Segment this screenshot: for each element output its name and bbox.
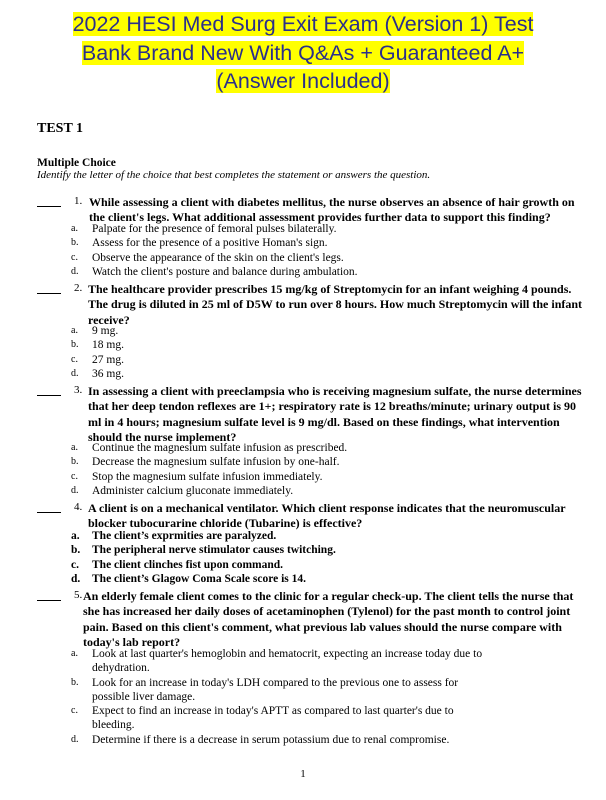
option-b bbox=[71, 543, 541, 557]
option-a bbox=[71, 529, 541, 543]
option-letter: d. bbox=[71, 733, 79, 745]
question-1-options bbox=[71, 222, 541, 279]
answer-blank[interactable] bbox=[37, 501, 61, 513]
option-c bbox=[71, 353, 541, 367]
answer-blank[interactable] bbox=[37, 282, 61, 294]
option-d bbox=[71, 265, 541, 279]
section-instructions: Identify the letter of the choice that best completes the statement or answers the question. bbox=[37, 169, 431, 181]
option-letter: a. bbox=[71, 325, 78, 336]
question-3-options bbox=[71, 441, 541, 498]
option-c bbox=[71, 251, 541, 265]
option-c bbox=[71, 470, 541, 484]
option-text: Observe the appearance of the skin on the client's legs. bbox=[92, 251, 344, 264]
option-text: Stop the magnesium sulfate infusion immediately. bbox=[92, 470, 323, 483]
option-letter: b. bbox=[71, 676, 79, 688]
option-b bbox=[71, 676, 491, 705]
option-letter: c. bbox=[71, 353, 78, 365]
option-b bbox=[71, 455, 541, 469]
option-letter: d. bbox=[71, 367, 79, 379]
question-stem: While assessing a client with diabetes mellitus, the nurse observes an absence of hair growth on the client's legs. What additional assessment provides further data to support this finding? bbox=[89, 195, 575, 225]
question-number: 3. bbox=[74, 384, 83, 396]
option-letter: b. bbox=[71, 544, 81, 557]
option-letter: a. bbox=[71, 442, 78, 453]
title-line-2: Bank Brand New With Q&As + Guaranteed A+ bbox=[81, 40, 525, 65]
question-stem: An elderly female client comes to the clinic for a regular check-up. The client tells the nurse that she has increased her daily doses of acetaminophen (Tylenol) for the past month to control joint pain. Based on this client's comment, what previous lab values should the nurse compare with today's lab report? bbox=[83, 589, 574, 649]
option-text: 36 mg. bbox=[92, 367, 124, 380]
title-line-1: 2022 HESI Med Surg Exit Exam (Version 1) Test bbox=[72, 12, 534, 36]
question-stem: In assessing a client with preeclampsia who is receiving magnesium sulfate, the nurse determines that her deep tendon reflexes are 1+; respiratory rate is 12 breaths/minute; urinary output is 90 ml in 4 hours; magnesium sulfate level is 9 mg/dl. Based on these findings, what intervention should the nurse implement? bbox=[88, 384, 582, 444]
option-letter: b. bbox=[71, 237, 79, 249]
question-stem: The healthcare provider prescribes 15 mg/kg of Streptomycin for an infant weighing 4 pounds. The drug is diluted in 25 ml of D5W to run over 8 hours. How much Streptomycin will the infant receive? bbox=[88, 282, 583, 327]
section-heading: Multiple Choice bbox=[37, 157, 116, 169]
option-letter: a. bbox=[71, 648, 78, 659]
option-a bbox=[71, 647, 491, 676]
page-number: 1 bbox=[300, 768, 306, 780]
option-letter: c. bbox=[71, 251, 78, 263]
document-title bbox=[0, 10, 606, 96]
question-number: 2. bbox=[74, 282, 83, 294]
option-text: The client clinches fist upon command. bbox=[92, 558, 284, 571]
option-text: The client’s Glagow Coma Scale score is 14. bbox=[92, 572, 307, 585]
question-number: 4. bbox=[74, 501, 83, 513]
option-d bbox=[71, 572, 541, 586]
option-letter: b. bbox=[71, 456, 79, 468]
option-c bbox=[71, 704, 491, 733]
option-d bbox=[71, 733, 606, 747]
option-d bbox=[71, 367, 541, 381]
question-2-options bbox=[71, 324, 541, 381]
option-letter: d. bbox=[71, 572, 81, 585]
option-text: Palpate for the presence of femoral pulses bilaterally. bbox=[92, 223, 337, 235]
option-letter: a. bbox=[71, 223, 78, 234]
question-number: 5. bbox=[74, 589, 83, 601]
option-b bbox=[71, 236, 541, 250]
option-text: Continue the magnesium sulfate infusion as prescribed. bbox=[92, 442, 348, 454]
option-a bbox=[71, 324, 541, 338]
option-b bbox=[71, 338, 541, 352]
option-text: 9 mg. bbox=[92, 325, 119, 337]
option-a bbox=[71, 441, 541, 455]
option-text: Look for an increase in today's LDH compared to the previous one to assess for possible liver damage. bbox=[92, 676, 459, 703]
option-a bbox=[71, 222, 541, 236]
option-text: Determine if there is a decrease in serum potassium due to renal compromise. bbox=[92, 733, 450, 746]
option-text: Decrease the magnesium sulfate infusion by one-half. bbox=[92, 456, 340, 469]
option-text: The peripheral nerve stimulator causes twitching. bbox=[92, 544, 336, 557]
option-text: Assess for the presence of a positive Homan's sign. bbox=[92, 237, 328, 250]
option-letter: d. bbox=[71, 265, 79, 277]
option-d bbox=[71, 484, 541, 498]
option-letter: b. bbox=[71, 339, 79, 351]
answer-blank[interactable] bbox=[37, 195, 61, 207]
option-letter: c. bbox=[71, 470, 78, 482]
question-stem: A client is on a mechanical ventilator. Which client response indicates that the neuromuscular blocker tubocurarine chloride (Tubarine) is effective? bbox=[88, 501, 566, 531]
answer-blank[interactable] bbox=[37, 589, 61, 601]
option-text: Expect to find an increase in today's APTT as compared to last quarter's due to bleeding. bbox=[92, 705, 454, 732]
option-text: 18 mg. bbox=[92, 339, 124, 352]
test-heading: TEST 1 bbox=[37, 121, 84, 136]
option-text: 27 mg. bbox=[92, 353, 124, 366]
answer-blank[interactable] bbox=[37, 384, 61, 396]
option-text: Look at last quarter's hemoglobin and hematocrit, expecting an increase today due to dehydration. bbox=[92, 648, 483, 675]
option-c bbox=[71, 558, 541, 572]
option-letter: c. bbox=[71, 558, 79, 571]
question-number: 1. bbox=[74, 195, 83, 207]
option-text: The client’s exprmities are paralyzed. bbox=[92, 530, 277, 542]
option-letter: a. bbox=[71, 530, 80, 542]
option-letter: c. bbox=[71, 705, 78, 717]
option-text: Watch the client's posture and balance during ambulation. bbox=[92, 265, 358, 278]
option-text: Administer calcium gluconate immediately. bbox=[92, 484, 294, 497]
question-4-options bbox=[71, 529, 541, 586]
title-line-3: (Answer Included) bbox=[216, 69, 390, 93]
option-letter: d. bbox=[71, 484, 79, 496]
question-5-options bbox=[71, 647, 491, 747]
